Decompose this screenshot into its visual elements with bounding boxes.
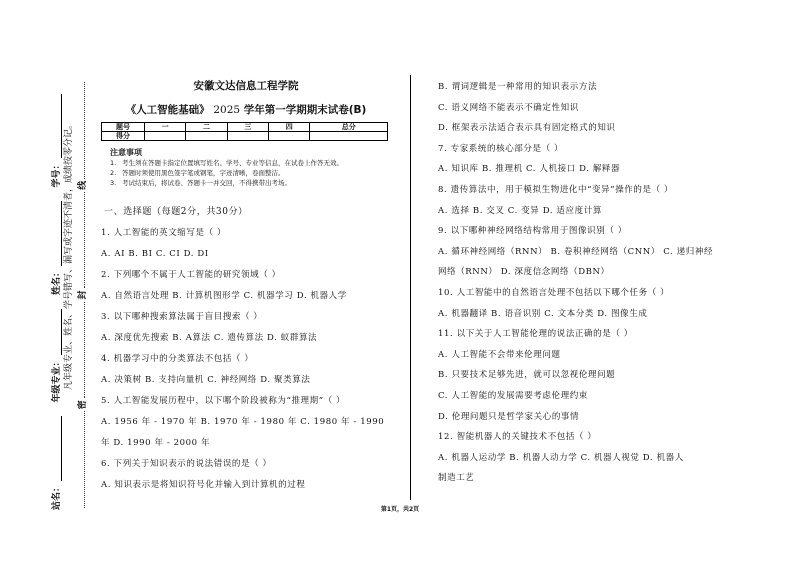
questions-left <box>101 202 391 496</box>
question-line: 4. 机器学习中的分类算法不包括（ ） <box>101 354 254 364</box>
option-line: A. 循环神经网络（RNN） B. 卷积神经网络（CNN） C. 递归神经 <box>438 246 714 257</box>
header-cell: 题号 <box>102 123 145 132</box>
column-divider <box>410 75 411 500</box>
exam-title <box>101 102 391 117</box>
dotted-line <box>78 411 85 508</box>
option-line: A. 知识表示是将知识符号化并输入到计算机的过程 <box>101 480 306 490</box>
question-line: 10. 人工智能中的自然语言处理不包括以下哪个任务（ ） <box>438 287 670 298</box>
question-line: 8. 遗传算法中，用于模拟生物进化中“变异”操作的是（ ） <box>438 184 674 195</box>
option-line: A. 深度优先搜索 B. A算法 C. 遗传算法 D. 蚁群算法 <box>101 333 318 343</box>
binding-margin <box>38 80 90 510</box>
left-column <box>101 78 391 496</box>
option-line: A. 人工智能不会带来伦理问题 <box>438 349 561 360</box>
score-table-header-row <box>102 123 388 132</box>
seal-line-column <box>74 80 88 510</box>
option-line: B. 谓词逻辑是一种常用的知识表示方法 <box>438 82 598 92</box>
option-line: D. 伦理问题只是哲学家关心的事情 <box>438 411 580 422</box>
exam-year: 2025 <box>213 104 241 116</box>
option-line: 年 D. 1990 年 - 2000 年 <box>101 438 211 448</box>
course-name: 《人工智能基础》 <box>125 104 210 116</box>
score-table <box>101 122 388 141</box>
score-cell[interactable] <box>186 132 227 141</box>
option-line: A. AI B. BI C. CI D. DI <box>101 249 209 259</box>
option-line: C. 人工智能的发展需要考虑伦理约束 <box>438 390 588 401</box>
header-cell: 二 <box>186 123 227 132</box>
seal-char-xian: 线 <box>77 180 88 190</box>
option-line: A. 机器人运动学 B. 机器人动力学 C. 机器人视觉 D. 机器人 <box>438 452 684 463</box>
question-line: 6. 下列关于知识表示的说法错误的是（ ） <box>101 459 272 469</box>
notes-title: 注意事项 <box>110 148 142 157</box>
student-id-label: 学号： <box>51 160 62 188</box>
question-line: 1. 人工智能的英文缩写是（ ） <box>101 228 227 238</box>
dotted-line <box>78 192 85 289</box>
warning-column <box>60 80 74 510</box>
school-name: 安徽文达信息工程学院 <box>193 80 299 92</box>
question-line: 2. 下列哪个不属于人工智能的研究领域（ ） <box>101 270 281 280</box>
option-line: 制造工艺 <box>438 473 475 484</box>
name-label: 姓名： <box>51 267 62 295</box>
score-cell[interactable] <box>145 132 186 141</box>
option-line: A. 选择 B. 交叉 C. 变异 D. 适应度计算 <box>438 205 602 216</box>
option-line: A. 机器翻译 B. 语音识别 C. 文本分类 D. 图像生成 <box>438 308 648 319</box>
seal-char-feng: 封 <box>77 290 88 300</box>
note-item: 1. 考生须在答题卡指定位置填写姓名、学号、专业等信息，在试卷上作答无效。 <box>110 159 343 167</box>
option-line: B. 只要技术足够先进，就可以忽视伦理问题 <box>438 370 616 381</box>
option-line: A. 1956 年 - 1970 年 B. 1970 年 - 1980 年 C. 1980 年 - 1990 <box>101 417 385 427</box>
station-label: 站名： <box>51 482 62 510</box>
score-cell[interactable] <box>227 132 268 141</box>
header-cell: 总分 <box>310 123 388 132</box>
option-line: D. 框架表示法适合表示具有固定格式的知识 <box>438 123 616 134</box>
question-line: 11. 以下关于人工智能伦理的说法正确的是（ ） <box>438 329 633 340</box>
questions-right <box>438 77 738 489</box>
seal-char-mi: 密 <box>77 400 88 410</box>
page-number: 第1页，共2页 <box>380 506 420 513</box>
header-cell: 一 <box>145 123 186 132</box>
option-line: A. 知识库 B. 推理机 C. 人机接口 D. 解释器 <box>438 164 621 175</box>
score-cell[interactable] <box>310 132 388 141</box>
score-table-score-row <box>102 132 388 141</box>
question-line: 9. 以下哪种神经网络结构常用于图像识别（ ） <box>438 226 627 237</box>
question-line: 3. 以下哪种搜索算法属于盲目搜索（ ） <box>101 312 263 322</box>
question-line: 7. 专家系统的核心部分是（ ） <box>438 143 564 154</box>
option-line: A. 自然语言处理 B. 计算机图形学 C. 机器学习 D. 机器人学 <box>101 291 347 301</box>
header-cell: 三 <box>227 123 268 132</box>
exam-term: 学年第一学期期末试卷(B) <box>240 104 367 116</box>
major-label: 年级专业： <box>51 357 62 403</box>
header-cell: 四 <box>269 123 310 132</box>
option-line: C. 语义网络不能表示不确定性知识 <box>438 102 579 113</box>
dotted-line <box>78 302 85 399</box>
option-line: A. 决策树 B. 支持向量机 C. 神经网络 D. 聚类算法 <box>101 375 311 385</box>
exam-notes <box>101 147 391 188</box>
row-label: 得分 <box>102 132 145 141</box>
question-line: 5. 人工智能发展历程中，以下哪个阶段被称为“推理期”（ ） <box>101 396 346 406</box>
binding-warning: 凡年级专业、姓名、学号错写、漏写或字迹不清者，成绩按零分记。 <box>63 119 74 390</box>
note-item: 3. 考试结束后，将试卷、答题卡一并交回，不得携带出考场。 <box>110 179 291 187</box>
question-line: 12. 智能机器人的关键技术不包括（ ） <box>438 432 597 443</box>
dotted-line <box>78 82 85 179</box>
option-line: 网络（RNN） D. 深度信念网络（DBN） <box>438 267 610 278</box>
note-item: 2. 答题时须使用黑色签字笔或钢笔，字迹清晰，卷面整洁。 <box>110 169 285 177</box>
score-cell[interactable] <box>269 132 310 141</box>
section-heading: 一、选择题（每题2分，共30分） <box>104 207 248 217</box>
